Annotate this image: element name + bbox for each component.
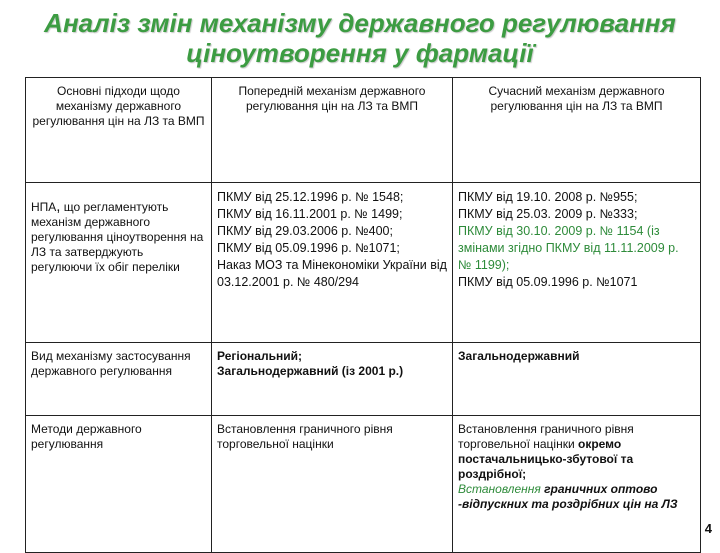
list-item: ПКМУ від 05.09.1996 р. №1071; — [217, 241, 400, 255]
comparison-table — [25, 77, 701, 553]
row-methods-previous: Встановлення граничного рівня торговельної націнки — [212, 416, 453, 553]
list-item: ПКМУ від 16.11.2001 р. № 1499; — [217, 207, 403, 221]
row-npa-previous — [212, 183, 453, 343]
header-previous: Попередній механізм державного регулювання цін на ЛЗ та ВМП — [212, 78, 453, 183]
header-approaches: Основні підходи щодо механізму державного регулювання цін на ЛЗ та ВМП — [26, 78, 212, 183]
row-methods-label: Методи державного регулювання — [26, 416, 212, 553]
table-row-npa — [26, 183, 701, 343]
methods-current-plain: Встановлення граничного рівня торговельної націнки — [458, 422, 634, 451]
row-type-current: Загальнодержавний — [453, 343, 701, 416]
row-npa-current — [453, 183, 701, 343]
list-item: ПКМУ від 19.10. 2008 р. №955; — [458, 190, 638, 204]
list-item: ПКМУ від 25.12.1996 р. № 1548; — [217, 190, 404, 204]
table-header-row — [26, 78, 701, 183]
methods-current-bold: окремо постачальницько-збутової та роздрібної; — [458, 437, 634, 481]
header-current: Сучасний механізм державного регулювання цін на ЛЗ та ВМП — [453, 78, 701, 183]
row-methods-current — [453, 416, 701, 553]
table-row-methods — [26, 416, 701, 553]
list-item-highlighted: ПКМУ від 30.10. 2009 р. № 1154 (із змінами згідно ПКМУ від 11.11.2009 р. № 1199); — [458, 224, 679, 272]
list-item: ПКМУ від 25.03. 2009 р. №333; — [458, 207, 638, 221]
methods-current-bolditalic: граничних оптово -відпускних та роздрібних цін на ЛЗ — [458, 482, 678, 511]
row-type-previous — [212, 343, 453, 416]
page-title: Аналіз змін механізму державного регулювання ціноутворення у фармації — [44, 8, 676, 68]
page-number: 4 — [704, 521, 712, 536]
list-item: ПКМУ від 29.03.2006 р. №400; — [217, 224, 393, 238]
row-type-label: Вид механізму застосування державного регулювання — [26, 343, 212, 416]
npa-lead: НПА — [31, 200, 57, 214]
list-item: Наказ МОЗ та Мінекономіки України від 03.12.2001 р. № 480/294 — [217, 258, 447, 289]
npa-comma: , — [56, 198, 61, 215]
methods-current-italic: Встановлення — [458, 482, 545, 496]
npa-rest: що регламентують механізм державного регулювання ціноутворення на ЛЗ та затверджують регулюючи їх обіг переліки — [31, 200, 204, 274]
list-item: Загальнодержавний (із 2001 р.) — [217, 364, 404, 378]
list-item: Регіональний; — [217, 349, 302, 363]
list-item: ПКМУ від 05.09.1996 р. №1071 — [458, 275, 638, 289]
methods-current-second — [458, 482, 695, 512]
table-row-type — [26, 343, 701, 416]
row-npa-label — [26, 183, 212, 343]
